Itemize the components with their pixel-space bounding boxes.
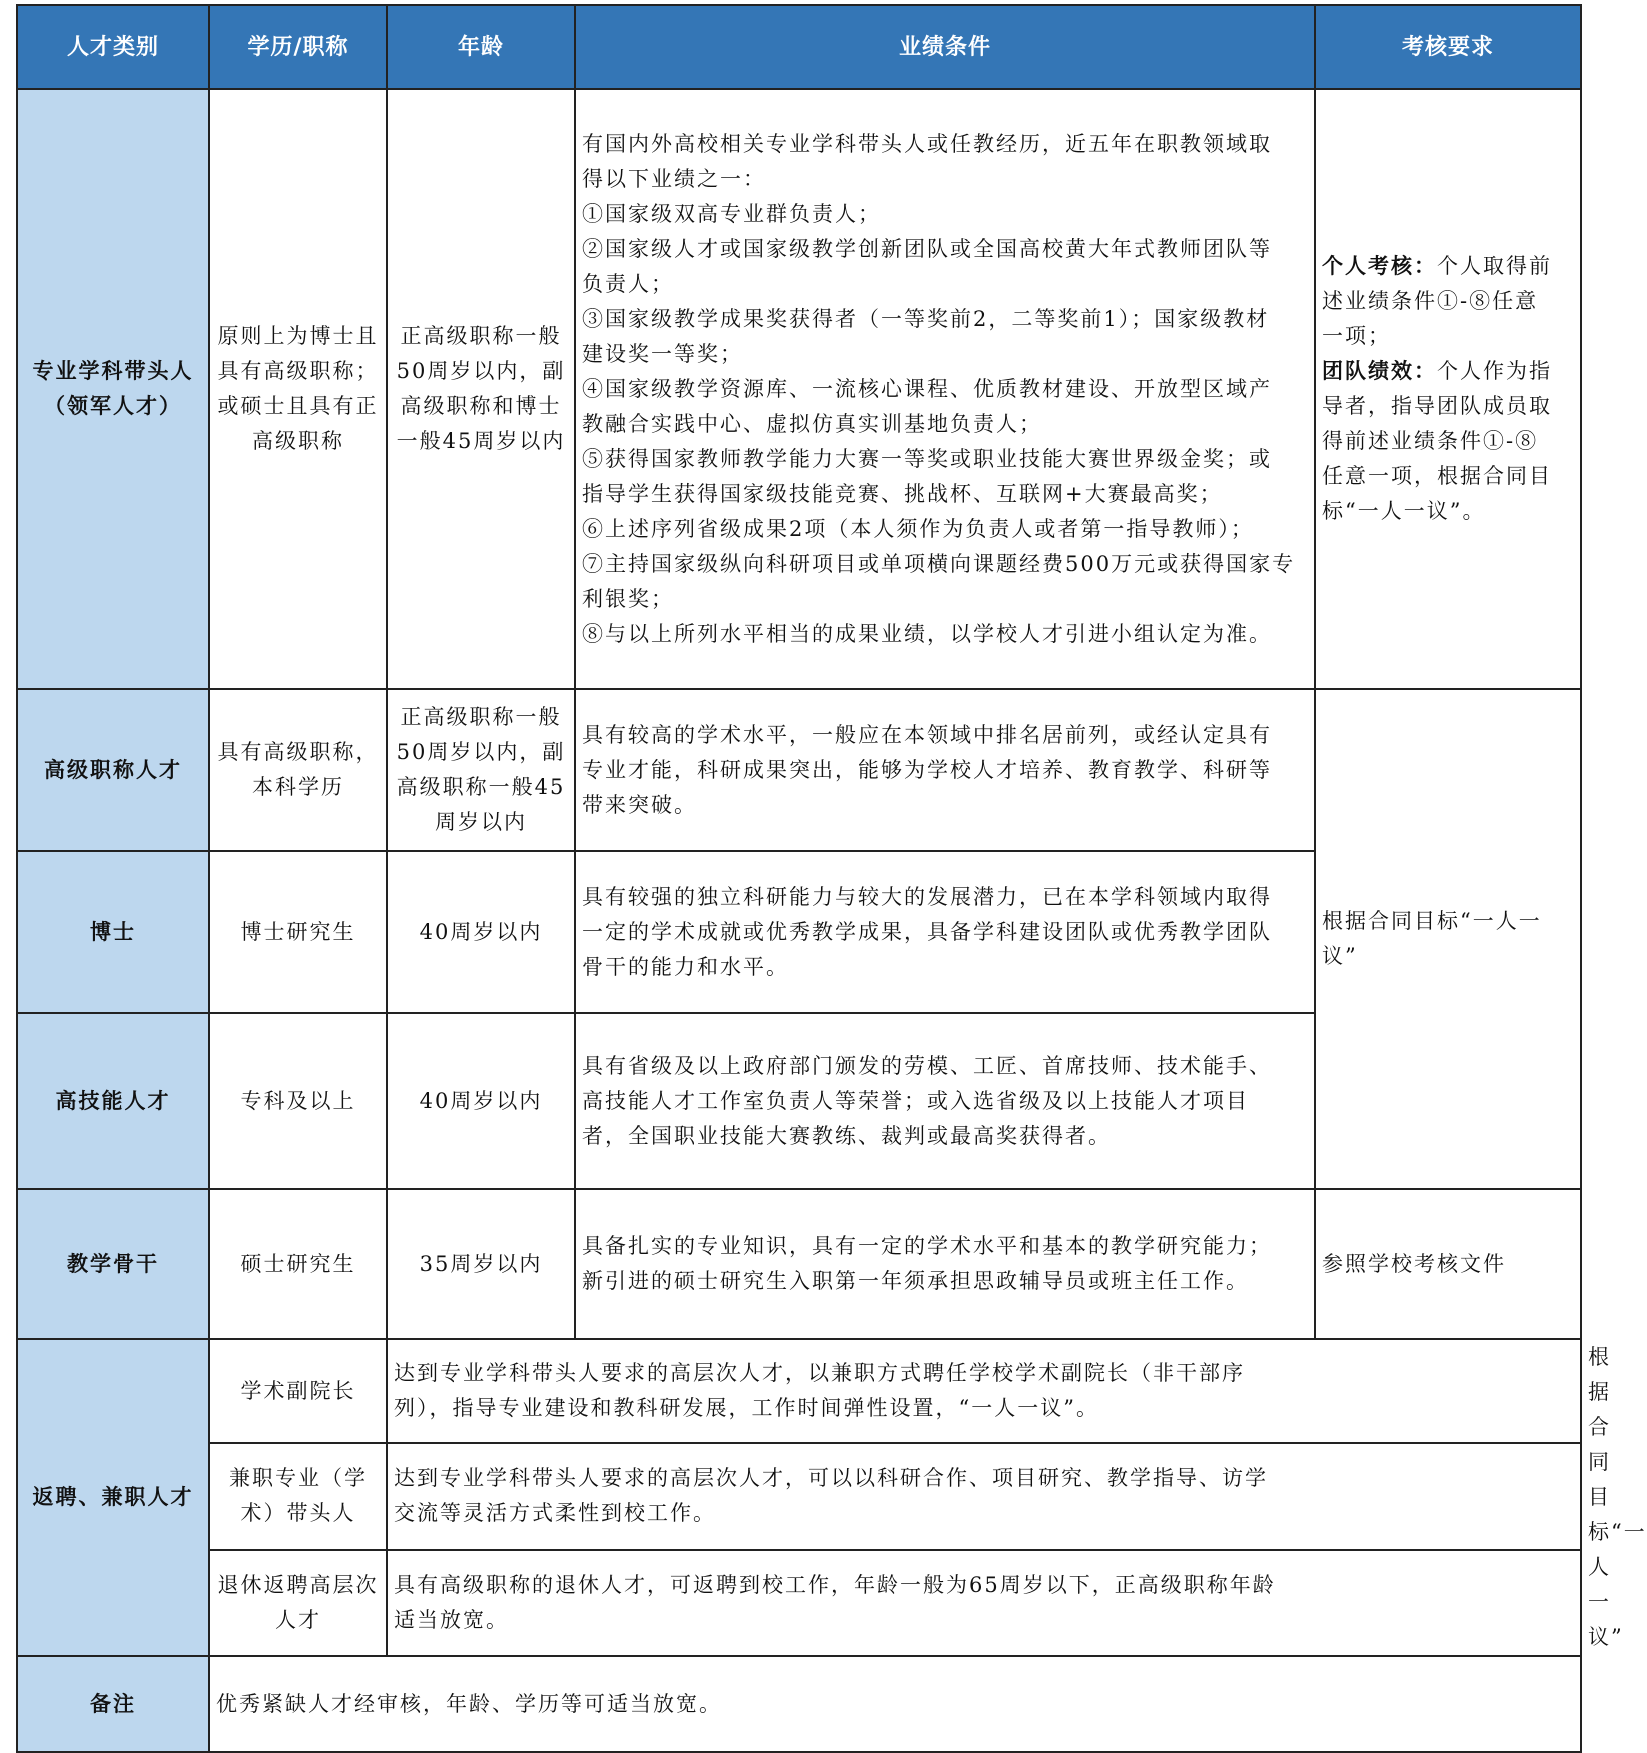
- text-line: 具有较高的学术水平，一般应在本领域中排名居前列，或经认定具有: [582, 722, 1272, 747]
- table-row-leader: [17, 89, 1581, 689]
- performance-skilled: [575, 1013, 1315, 1189]
- age-phd: 40周岁以内: [387, 851, 575, 1013]
- talent-requirements-table: [16, 4, 1647, 1753]
- text-line: 任意一项，根据合同目: [1322, 464, 1552, 488]
- text-line: 适当放宽。: [394, 1607, 509, 1632]
- table-row-rehire-retired: [17, 1550, 1581, 1656]
- text-line: 原则上为博士且: [217, 324, 379, 348]
- text-line: 具有省级及以上政府部门颁发的劳模、工匠、首席技师、技术能手、: [582, 1053, 1272, 1078]
- education-senior: [209, 689, 387, 851]
- text-line: 带来突破。: [582, 792, 697, 817]
- text-line: 利银奖；: [582, 586, 674, 611]
- text-line: 得以下业绩之一：: [582, 166, 766, 191]
- category-teaching: 教学骨干: [17, 1189, 209, 1339]
- text-line: 一定的学术成就或优秀教学成果，具备学科建设团队或优秀教学团队: [582, 919, 1272, 944]
- table-row-rehire-academic-vp: 返聘、兼职人才 学术副院长 达到专业学科带头人要求的高层次人才，以兼职方式聘任学校学术副院长（非干部序 列），指导专业建设和教科研发展，工作时间弹性设置，“一人一议”。 根据合同目标“一人一 议”: [17, 1339, 1581, 1443]
- rehire-sub-desc: [387, 1339, 1581, 1443]
- text-line: 骨干的能力和水平。: [582, 954, 789, 979]
- text-line: 列），指导专业建设和教科研发展，工作时间弹性设置，“一人一议”。: [394, 1396, 1099, 1421]
- text-line: 本科学历: [252, 775, 344, 799]
- text-line: 人才: [275, 1607, 321, 1632]
- text-line: 标“一人一议”。: [1322, 499, 1486, 523]
- category-rehire: 返聘、兼职人才: [17, 1339, 209, 1656]
- text-line: 述业绩条件①-⑧任意: [1322, 289, 1539, 313]
- text-line: 兼职专业（学: [229, 1466, 367, 1491]
- header-assessment-requirements: 考核要求: [1315, 5, 1581, 89]
- text-line: 者，全国职业技能大赛教练、裁判或最高奖获得者。: [582, 1123, 1111, 1148]
- text-line: 专业才能，科研成果突出，能够为学校人才培养、教育教学、科研等: [582, 757, 1272, 782]
- table-row-remarks: [17, 1656, 1581, 1752]
- table-row-teaching: [17, 1189, 1581, 1339]
- education-skilled: 专科及以上: [209, 1013, 387, 1189]
- individual-assessment-label: 个人考核：: [1322, 254, 1437, 278]
- text-line: [1322, 249, 1574, 284]
- text-line: ⑦主持国家级纵向科研项目或单项横向课题经费500万元或获得国家专: [582, 551, 1296, 576]
- age-leader: [387, 89, 575, 689]
- category-phd: 博士: [17, 851, 209, 1013]
- text-line: 得前述业绩条件①-⑧: [1322, 429, 1539, 453]
- individual-assessment-text: 个人取得前: [1437, 254, 1552, 278]
- text-line: 一般45周岁以内: [396, 429, 566, 453]
- text-line: 具有较强的独立科研能力与较大的发展潜力，已在本学科领域内取得: [582, 884, 1272, 909]
- category-line: 专业学科带头人: [32, 359, 194, 383]
- text-line: 高级职称和博士: [400, 394, 562, 418]
- text-line: ③国家级教学成果奖获得者（一等奖前2，二等奖前1）；国家级教材: [582, 306, 1270, 331]
- category-line: （领军人才）: [44, 394, 182, 418]
- text-line: 导者，指导团队成员取: [1322, 394, 1552, 418]
- performance-senior: [575, 689, 1315, 851]
- team-performance-label: 团队绩效：: [1322, 359, 1437, 383]
- text-line: 具备扎实的专业知识，具有一定的学术水平和基本的教学研究能力；: [582, 1234, 1272, 1258]
- rehire-sub-desc: [387, 1550, 1581, 1656]
- text-line: ⑧与以上所列水平相当的成果业绩，以学校人才引进小组认定为准。: [582, 621, 1272, 646]
- text-line: 高级职称: [252, 429, 344, 453]
- header-row: [17, 5, 1581, 89]
- category-senior: 高级职称人才: [17, 689, 209, 851]
- category-leader: [17, 89, 209, 689]
- assessment-teaching: 参照学校考核文件: [1315, 1189, 1581, 1339]
- text-line: 高级职称一般45: [396, 775, 566, 799]
- text-line: 或硕士且具有正: [217, 394, 379, 418]
- remarks-label: 备注: [17, 1656, 209, 1752]
- table-row-rehire-part-time-leader: [17, 1443, 1581, 1549]
- rehire-sub-desc: [387, 1443, 1581, 1549]
- rehire-sub-title: [209, 1339, 387, 1443]
- header-education-title: 学历/职称: [209, 5, 387, 89]
- text-line: 50周岁以内，副: [396, 740, 566, 764]
- text-line: ②国家级人才或国家级教学创新团队或全国高校黄大年式教师团队等: [582, 236, 1272, 261]
- text-line: ⑥上述序列省级成果2项（本人须作为负责人或者第一指导教师）；: [582, 516, 1254, 541]
- text-line: 高技能人才工作室负责人等荣誉；或入选省级及以上技能人才项目: [582, 1088, 1249, 1113]
- text-line: 学术副院长: [240, 1378, 356, 1403]
- text-line: 指导学生获得国家级技能竞赛、挑战杯、互联网+大赛最高奖；: [582, 481, 1223, 506]
- performance-phd: [575, 851, 1315, 1013]
- header-talent-category: 人才类别: [17, 5, 209, 89]
- text-line: ④国家级教学资源库、一流核心课程、优质教材建设、开放型区域产: [582, 376, 1272, 401]
- performance-leader: [575, 89, 1315, 689]
- text-line: 教融合实践中心、虚拟仿真实训基地负责人；: [582, 411, 1042, 436]
- performance-teaching: [575, 1189, 1315, 1339]
- header-age: 年龄: [387, 5, 575, 89]
- education-leader: [209, 89, 387, 689]
- text-line: ⑤获得国家教师教学能力大赛一等奖或职业技能大赛世界级金奖；或: [582, 446, 1272, 471]
- text-line: 50周岁以内，副: [396, 359, 566, 383]
- text-line: 具有高级职称，: [217, 740, 379, 764]
- age-senior: [387, 689, 575, 851]
- education-phd: 博士研究生: [209, 851, 387, 1013]
- age-teaching: 35周岁以内: [387, 1189, 575, 1339]
- text-line: 退休返聘高层次: [217, 1572, 379, 1597]
- text-line: 达到专业学科带头人要求的高层次人才，以兼职方式聘任学校学术副院长（非干部序: [394, 1361, 1245, 1386]
- text-line: 交流等灵活方式柔性到校工作。: [394, 1501, 716, 1526]
- text-line: [1322, 354, 1574, 389]
- text-line: 具有高级职称；: [217, 359, 379, 383]
- text-line: 根据合同目标“一人一: [1322, 909, 1542, 933]
- rehire-sub-title: [209, 1443, 387, 1549]
- assessment-middle: [1315, 689, 1581, 1189]
- text-line: 周岁以内: [435, 810, 527, 834]
- remarks-text: 优秀紧缺人才经审核，年龄、学历等可适当放宽。: [209, 1656, 1581, 1752]
- text-line: 正高级职称一般: [400, 705, 562, 729]
- text-line: 议”: [1322, 944, 1358, 968]
- text-line: 术）带头人: [240, 1501, 356, 1526]
- rehire-sub-title: [209, 1550, 387, 1656]
- header-performance-conditions: 业绩条件: [575, 5, 1315, 89]
- text-line: 新引进的硕士研究生入职第一年须承担思政辅导员或班主任工作。: [582, 1269, 1249, 1293]
- text-line: 具有高级职称的退休人才，可返聘到校工作，年龄一般为65周岁以下，正高级职称年龄: [394, 1572, 1276, 1597]
- text-line: ①国家级双高专业群负责人；: [582, 201, 881, 226]
- assessment-leader: [1315, 89, 1581, 689]
- category-skilled: 高技能人才: [17, 1013, 209, 1189]
- text-line: 负责人；: [582, 271, 674, 296]
- text-line: 一项；: [1322, 324, 1391, 348]
- text-line: 达到专业学科带头人要求的高层次人才，可以以科研合作、项目研究、教学指导、访学: [394, 1466, 1268, 1491]
- age-skilled: 40周岁以内: [387, 1013, 575, 1189]
- education-teaching: 硕士研究生: [209, 1189, 387, 1339]
- text-line: 正高级职称一般: [400, 324, 562, 348]
- table-row-senior: [17, 689, 1581, 851]
- text-line: 有国内外高校相关专业学科带头人或任教经历，近五年在职教领域取: [582, 131, 1272, 156]
- text-line: 建设奖一等奖；: [582, 341, 743, 366]
- team-performance-text: 个人作为指: [1437, 359, 1552, 383]
